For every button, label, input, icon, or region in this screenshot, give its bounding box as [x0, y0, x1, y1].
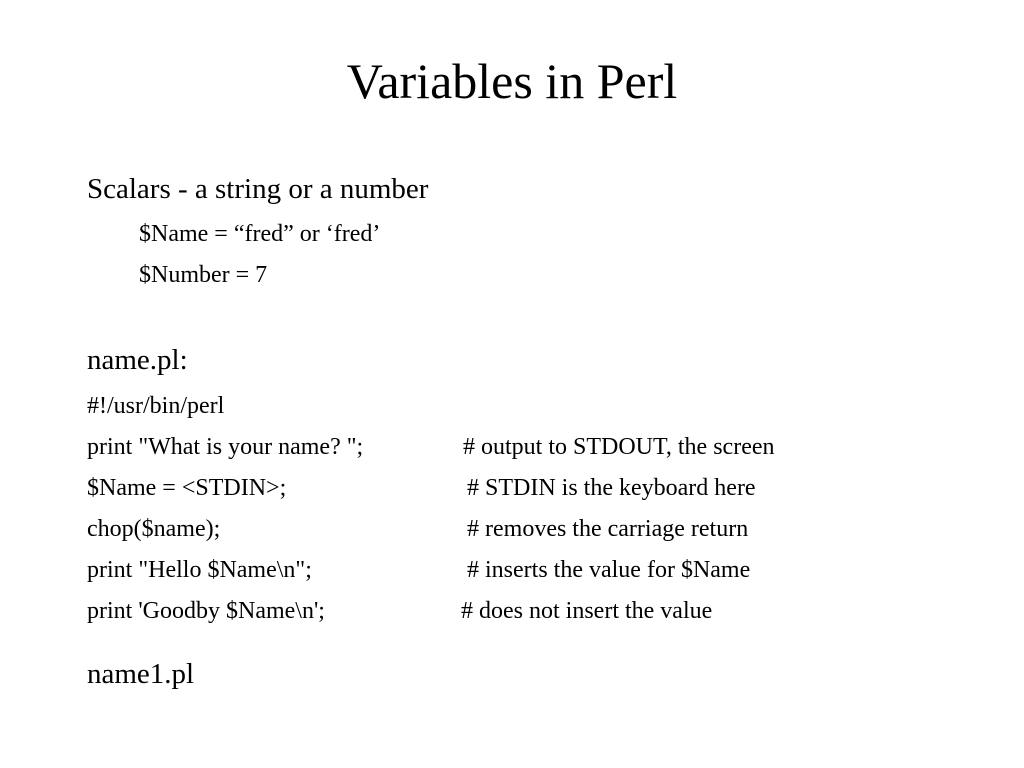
- code-comment-print-goodby: # does not insert the value: [461, 598, 713, 624]
- scalar-example-name: $Name = “fred” or ‘fred’: [139, 221, 381, 247]
- code-comment-print-hello: # inserts the value for $Name: [467, 557, 751, 583]
- code-line-print-goodby: print 'Goodby $Name\n';: [87, 598, 325, 624]
- code-line-shebang: #!/usr/bin/perl: [87, 393, 225, 419]
- code-comment-read-stdin: # STDIN is the keyboard here: [467, 475, 756, 501]
- code-comment-chop: # removes the carriage return: [467, 516, 749, 542]
- scalar-example-number: $Number = 7: [139, 262, 268, 288]
- code-line-read-stdin: $Name = <STDIN>;: [87, 475, 287, 501]
- file-label-name1-pl: name1.pl: [87, 658, 195, 690]
- slide-title: Variables in Perl: [346, 53, 678, 109]
- code-comment-print-prompt: # output to STDOUT, the screen: [463, 434, 775, 460]
- code-line-chop: chop($name);: [87, 516, 221, 542]
- code-line-print-prompt: print "What is your name? ";: [87, 434, 364, 460]
- file-label-name-pl: name.pl:: [87, 344, 188, 376]
- code-line-print-hello: print "Hello $Name\n";: [87, 557, 312, 583]
- scalars-heading: Scalars - a string or a number: [87, 173, 429, 205]
